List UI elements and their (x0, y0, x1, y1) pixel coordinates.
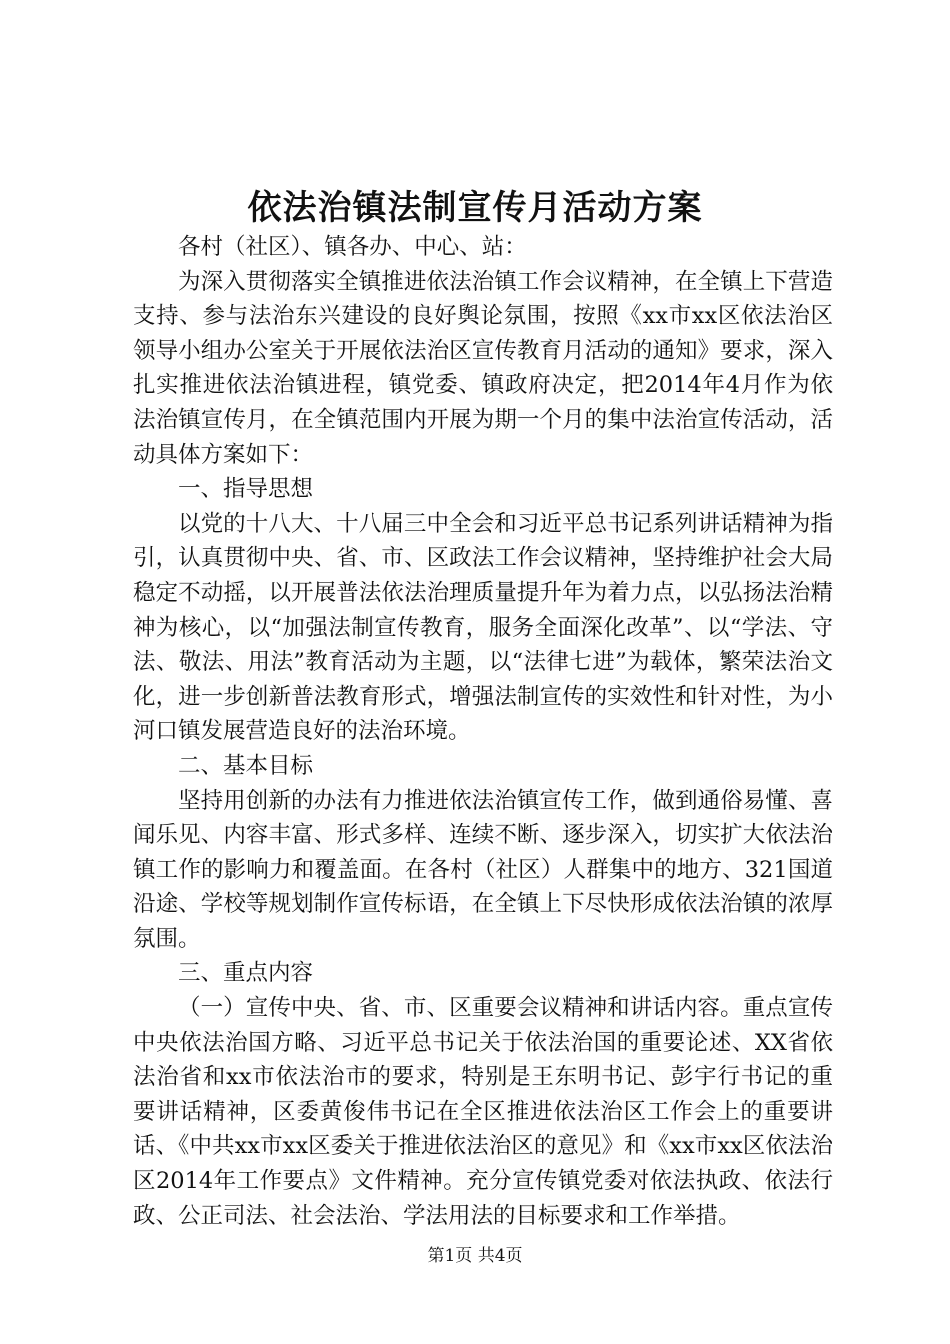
section-heading-guiding-ideology: 一、指导思想 (178, 476, 314, 503)
section-heading-basic-goals: 二、基本目标 (178, 752, 314, 779)
salutation: 各村（社区）、镇各办、中心、站： (178, 234, 527, 260)
document-title: 依法治镇法制宣传月活动方案 (247, 188, 703, 228)
page-number-footer: 第1页 共4页 (427, 1246, 523, 1266)
guiding-ideology-paragraph: 以党的十八大、十八届三中全会和习近平总书记系列讲话精神为指引，认真贯彻中央、省、市、区政法工作会议精神，坚持维护社会大局稳定不动摇，以开展普法依法治理质量提升年为着力点，以弘扬法治精神为核心，以“加强法制宣传教育，服务全面深化改革”、以“学法、守法、敬法、用法”教育活动为主题，以“法律七进”为载体，繁荣法治文化，进一步创新普法教育形式，增强法制宣传的实效性和针对性，为小河口镇发展营造良好的法治环境。 (133, 510, 833, 745)
key-content-paragraph: （一）宣传中央、省、市、区重要会议精神和讲话内容。重点宣传中央依法治国方略、习近平总书记关于依法治国的重要论述、XX省依法治省和xx市依法治市的要求，特别是王东明书记、彭宇行书记的重要讲话精神，区委黄俊伟书记在全区推进依法治区工作会上的重要讲话、《中共xx市xx区委关于推进依法治区的意见》和《xx市xx区依法治区2014年工作要点》文件精神。充分宣传镇党委对依法执政、依法行政、公正司法、社会法治、学法用法的目标要求和工作举措。 (133, 995, 833, 1229)
intro-paragraph: 为深入贯彻落实全镇推进依法治镇工作会议精神，在全镇上下营造支持、参与法治东兴建设的良好舆论氛围，按照《xx市xx区依法治区领导小组办公室关于开展依法治区宣传教育月活动的通知》要求，深入扎实推进依法治镇进程，镇党委、镇政府决定，把2014年4月作为依法治镇宣传月，在全镇范围内开展为期一个月的集中法治宣传活动，活动具体方案如下： (133, 268, 833, 468)
section-heading-key-content: 三、重点内容 (178, 960, 314, 987)
document-body (133, 230, 833, 1233)
basic-goals-paragraph: 坚持用创新的办法有力推进依法治镇宣传工作，做到通俗易懂、喜闻乐见、内容丰富、形式多样、连续不断、逐步深入，切实扩大依法治镇工作的影响力和覆盖面。在各村（社区）人群集中的地方、321国道沿途、学校等规划制作宣传标语，在全镇上下尽快形成依法治镇的浓厚氛围。 (133, 787, 833, 952)
